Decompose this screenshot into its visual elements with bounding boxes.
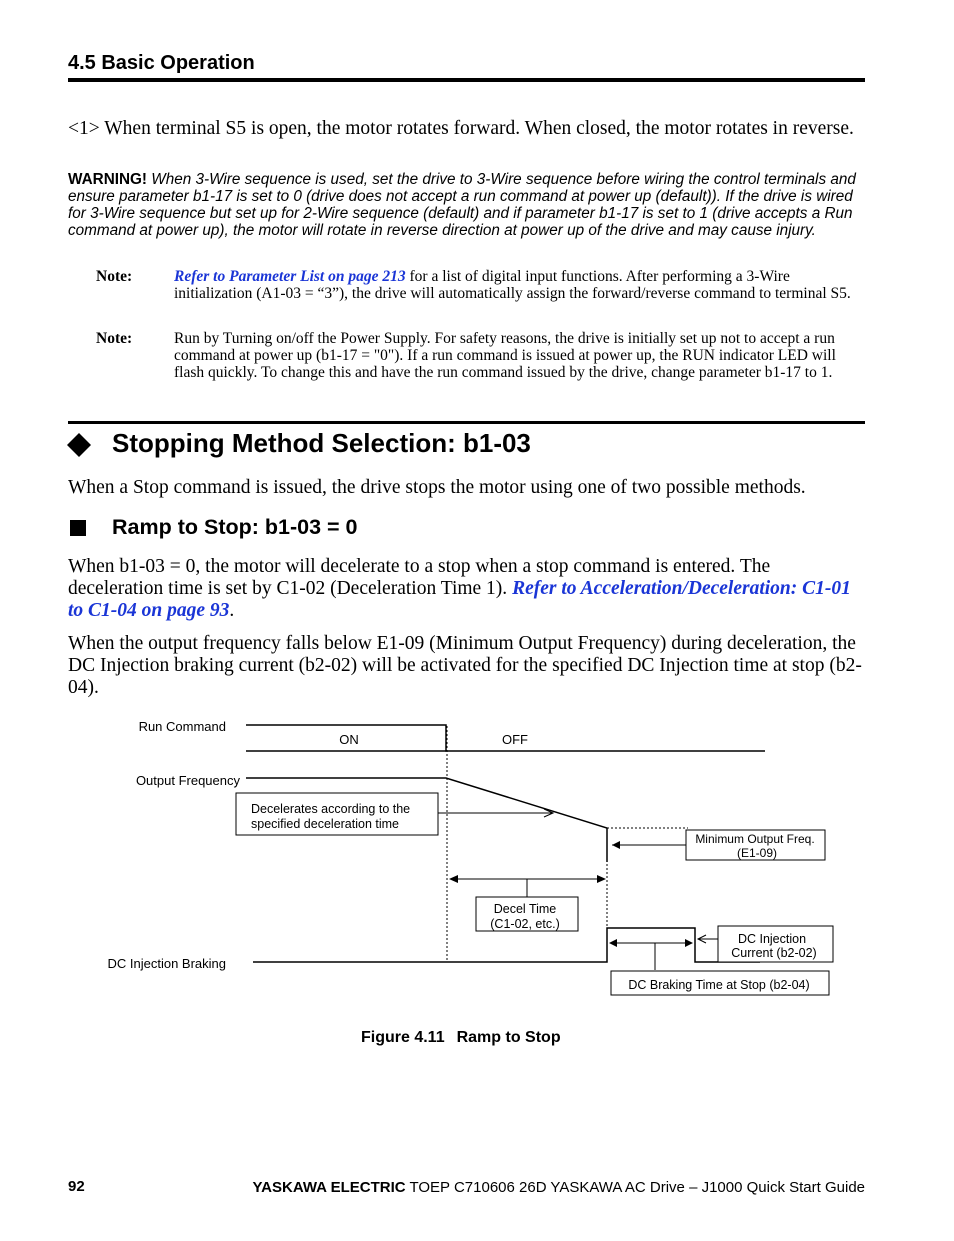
dc-current-line-1: DC Injection	[737, 932, 807, 946]
footnote-text: <1> When terminal S5 is open, the motor rotates forward. When closed, the motor rotates in reverse.	[68, 118, 854, 139]
parameter-list-link[interactable]: Refer to Parameter List on page 213	[174, 268, 406, 285]
footer-doc-info	[253, 1179, 865, 1196]
on-label: ON	[339, 732, 359, 747]
off-label: OFF	[502, 732, 528, 747]
figure-number: Figure 4.11	[361, 1029, 445, 1046]
min-freq-line-2: (E1-09)	[736, 846, 778, 860]
accel-decel-link[interactable]: Refer to Acceleration/Deceleration: C1-01 to C1-04 on page 93	[68, 578, 851, 621]
note-label: Note:	[96, 268, 133, 285]
footer-brand: YASKAWA ELECTRIC	[252, 1179, 406, 1196]
decel-note-line-1: Decelerates according to the	[251, 802, 411, 816]
decel-time-line-1: Decel Time	[493, 902, 557, 916]
figure-caption	[361, 1029, 561, 1047]
decel-note-line-2: specified deceleration time	[251, 817, 399, 831]
decel-span-right-arrowhead	[597, 875, 606, 883]
run-command-label: Run Command	[138, 719, 226, 734]
stopping-intro: When a Stop command is issued, the drive stops the motor using one of two possible methods.	[68, 477, 806, 498]
footer-doc-text: TOEP C710606 26D YASKAWA AC Drive – J1000 Quick Start Guide	[405, 1179, 865, 1196]
dc-injection-signal	[253, 928, 760, 962]
ramp-paragraph-1-end: .	[229, 600, 235, 621]
decel-span-left-arrowhead	[449, 875, 458, 883]
ramp-paragraph-2: When the output frequency falls below E1-09 (Minimum Output Frequency) during deceleration, the DC Injection braking current (b2-02) will be activated for the specified DC Injection time at stop (b2-04).	[68, 633, 862, 698]
dc-span-right-arrowhead	[685, 939, 693, 947]
min-freq-arrowhead	[612, 841, 620, 849]
dc-injection-label: DC Injection Braking	[107, 956, 226, 971]
note-text: for a list of digital input functions. After performing a 3-Wire initialization (A1-03 = “3”), the drive will automatically assign the forward/reverse command to terminal S5.	[174, 268, 851, 302]
output-frequency-label: Output Frequency	[135, 773, 240, 788]
min-freq-line-1: Minimum Output Freq.	[695, 832, 815, 846]
stopping-heading: Stopping Method Selection: b1-03	[112, 428, 531, 458]
dc-span-left-arrowhead	[609, 939, 617, 947]
dc-current-line-2: Current (b2-02)	[731, 946, 817, 960]
warning-label: WARNING!	[68, 171, 148, 188]
figure-title: Ramp to Stop	[456, 1029, 561, 1046]
decel-time-line-2: (C1-02, etc.)	[490, 917, 560, 931]
section-title: 4.5 Basic Operation	[68, 52, 255, 74]
ramp-paragraph-1-text: When b1-03 = 0, the motor will decelerate to a stop when a stop command is entered. The deceleration time is set by C1-02 (Deceleration Time 1).	[68, 556, 771, 599]
warning-text: When 3-Wire sequence is used, set the drive to 3-Wire sequence before wiring the control terminals and ensure parameter b1-17 is set to 0 (drive does not accept a run command at power up (default)). If the drive is wired for 3-Wire sequence but set up for 2-Wire sequence (default) and if parameter b1-17 is set to 1 (drive accepts a Run command at power up), the motor will rotate in reverse direction at power up of the drive and may cause injury.	[68, 171, 856, 239]
ramp-heading: Ramp to Stop: b1-03 = 0	[112, 515, 358, 539]
page-number: 92	[68, 1178, 85, 1195]
dc-time-label: DC Braking Time at Stop (b2-04)	[628, 978, 810, 992]
note-label: Note:	[96, 330, 133, 347]
note-text: Run by Turning on/off the Power Supply. For safety reasons, the drive is initially set up not to accept a run command at power up (b1-17 = "0"). If a run command is issued at power up, the RUN indicator LED will flash quickly. To change this and have the run command issued by the drive, change parameter b1-17 to 1.	[174, 330, 836, 381]
